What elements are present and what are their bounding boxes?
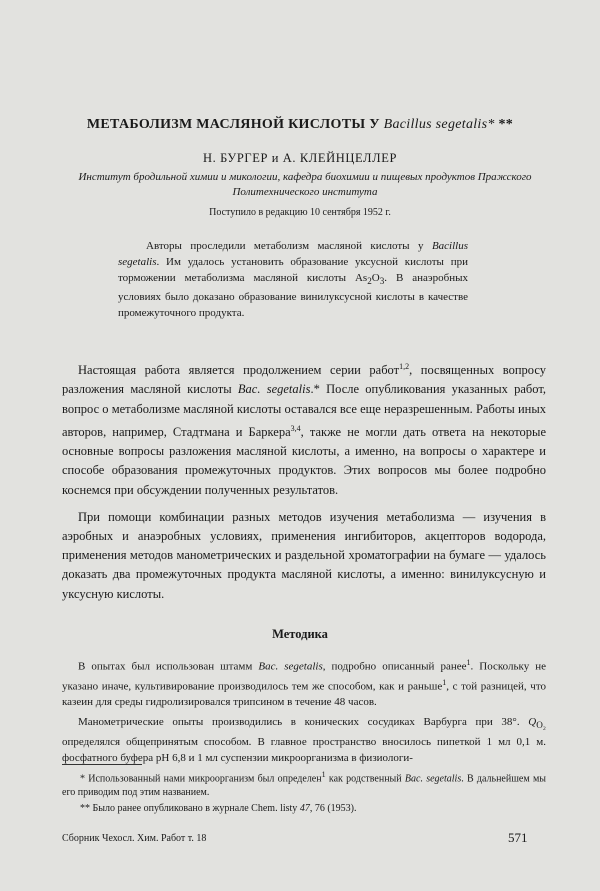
methods-section bbox=[62, 655, 546, 770]
methods-paragraph-2: Манометрические опыты производились в конических сосудиках Варбурга при 38°. $Q_{O_2}$ определялся общепринятым способом. В главное пространство вносилось пипеткой 1 мл 0,1 м. фосфатного буфера pH 6,8 и 1 мл суспензии микроорганизма в физиологи- bbox=[62, 716, 546, 764]
abstract-species: Bacillus segetalis bbox=[118, 240, 468, 268]
abstract-paragraph: Авторы проследили метаболизм масляной кислоты у Bacillus segetalis. Им удалось установить образование уксусной кислоты при торможении метаболизма масляной кислоты $As_2O_3$. В анаэробных условиях было доказано образование винилуксусной кислоты в качестве промежуточного продукта. bbox=[118, 240, 468, 320]
affiliation: Институт бродильной химии и микологии, кафедра биохимии и пищевых продуктов Пражского Политехнического института bbox=[78, 171, 532, 198]
footnotes bbox=[62, 768, 546, 819]
species-name: Bac. segetalis bbox=[237, 382, 311, 397]
citation-ref: 1 bbox=[321, 770, 326, 779]
title-species: Bacillus segetalis* bbox=[383, 117, 495, 132]
article-title bbox=[0, 117, 600, 133]
species-name: Bac. segetalis bbox=[258, 660, 323, 673]
citation-ref: 3,4 bbox=[290, 423, 301, 433]
intro-paragraph-2: При помощи комбинации разных методов изучения метаболизма — изучения в аэробных и анаэробных условиях, применения ингибиторов, акцепторов водорода, применения методов манометрических и раздельной хроматографии на бумаге — удалось доказать два промежуточных продукта масляной кислоты, а именно: винилуксусную и уксусную кислоты. bbox=[62, 509, 546, 601]
species-name: Bac. segetalis bbox=[404, 773, 462, 785]
introduction bbox=[62, 357, 546, 612]
footnote-2: ** Было ранее опубликовано в журнале Chem. listy 47, 76 (1953). bbox=[80, 803, 357, 815]
page-number: 571 bbox=[508, 830, 528, 845]
intro-paragraph-1: Настоящая работа является продолжением серии работ$^{1,2}$, посвященных вопросу разложения масляной кислоты Bac. segetalis.* После опубликования указанных работ, вопрос о метаболизме масляной кислоты оставался все еще неразрешенным. Работы иных авторов, например, Стадтмана и Баркера$^{3,4}$, также не могли дать ответа на некоторые основные вопросы разложения масляной кислоты, а именно, на вопросы о характере и способе образования промежуточных продуктов. Этих вопросов мы более подробно коснемся при обсуждении полученных результатов. bbox=[62, 362, 547, 497]
authors: Н. БУРГЕР и А. КЛЕЙНЦЕЛЛЕР bbox=[203, 151, 397, 165]
footnote-1: * Использованный нами микроорганизм был определен$^1$ как родственный Bac. segetalis. В дальнейшем мы его приводим под этим названием. bbox=[62, 770, 547, 798]
methods-paragraph-1: В опытах был использован штамм Bac. segetalis, подробно описанный ранее$^1$. Поскольку не указано иначе, культивирование производилось тем же способом, как и раньше$^1$, с той разницей, что казеин для среды гидролизировался трипсином в течение 48 часов. bbox=[62, 658, 546, 709]
citation-ref: 1 bbox=[466, 658, 471, 667]
section-heading-methods: Методика bbox=[272, 627, 328, 641]
title-main: МЕТАБОЛИЗМ МАСЛЯНОЙ КИСЛОТЫ У bbox=[86, 117, 380, 132]
citation-ref: 1,2 bbox=[399, 362, 410, 371]
abstract bbox=[118, 238, 468, 321]
citation-ref: 1 bbox=[442, 677, 447, 687]
title-stars: ** bbox=[498, 117, 514, 132]
footnote-divider bbox=[62, 764, 142, 765]
journal-volume: 47 bbox=[299, 803, 310, 815]
journal-name: Сборник Чехосл. Хим. Работ т. 18 bbox=[62, 833, 207, 844]
received-date: Поступило в редакцию 10 сентября 1952 г. bbox=[209, 207, 391, 218]
